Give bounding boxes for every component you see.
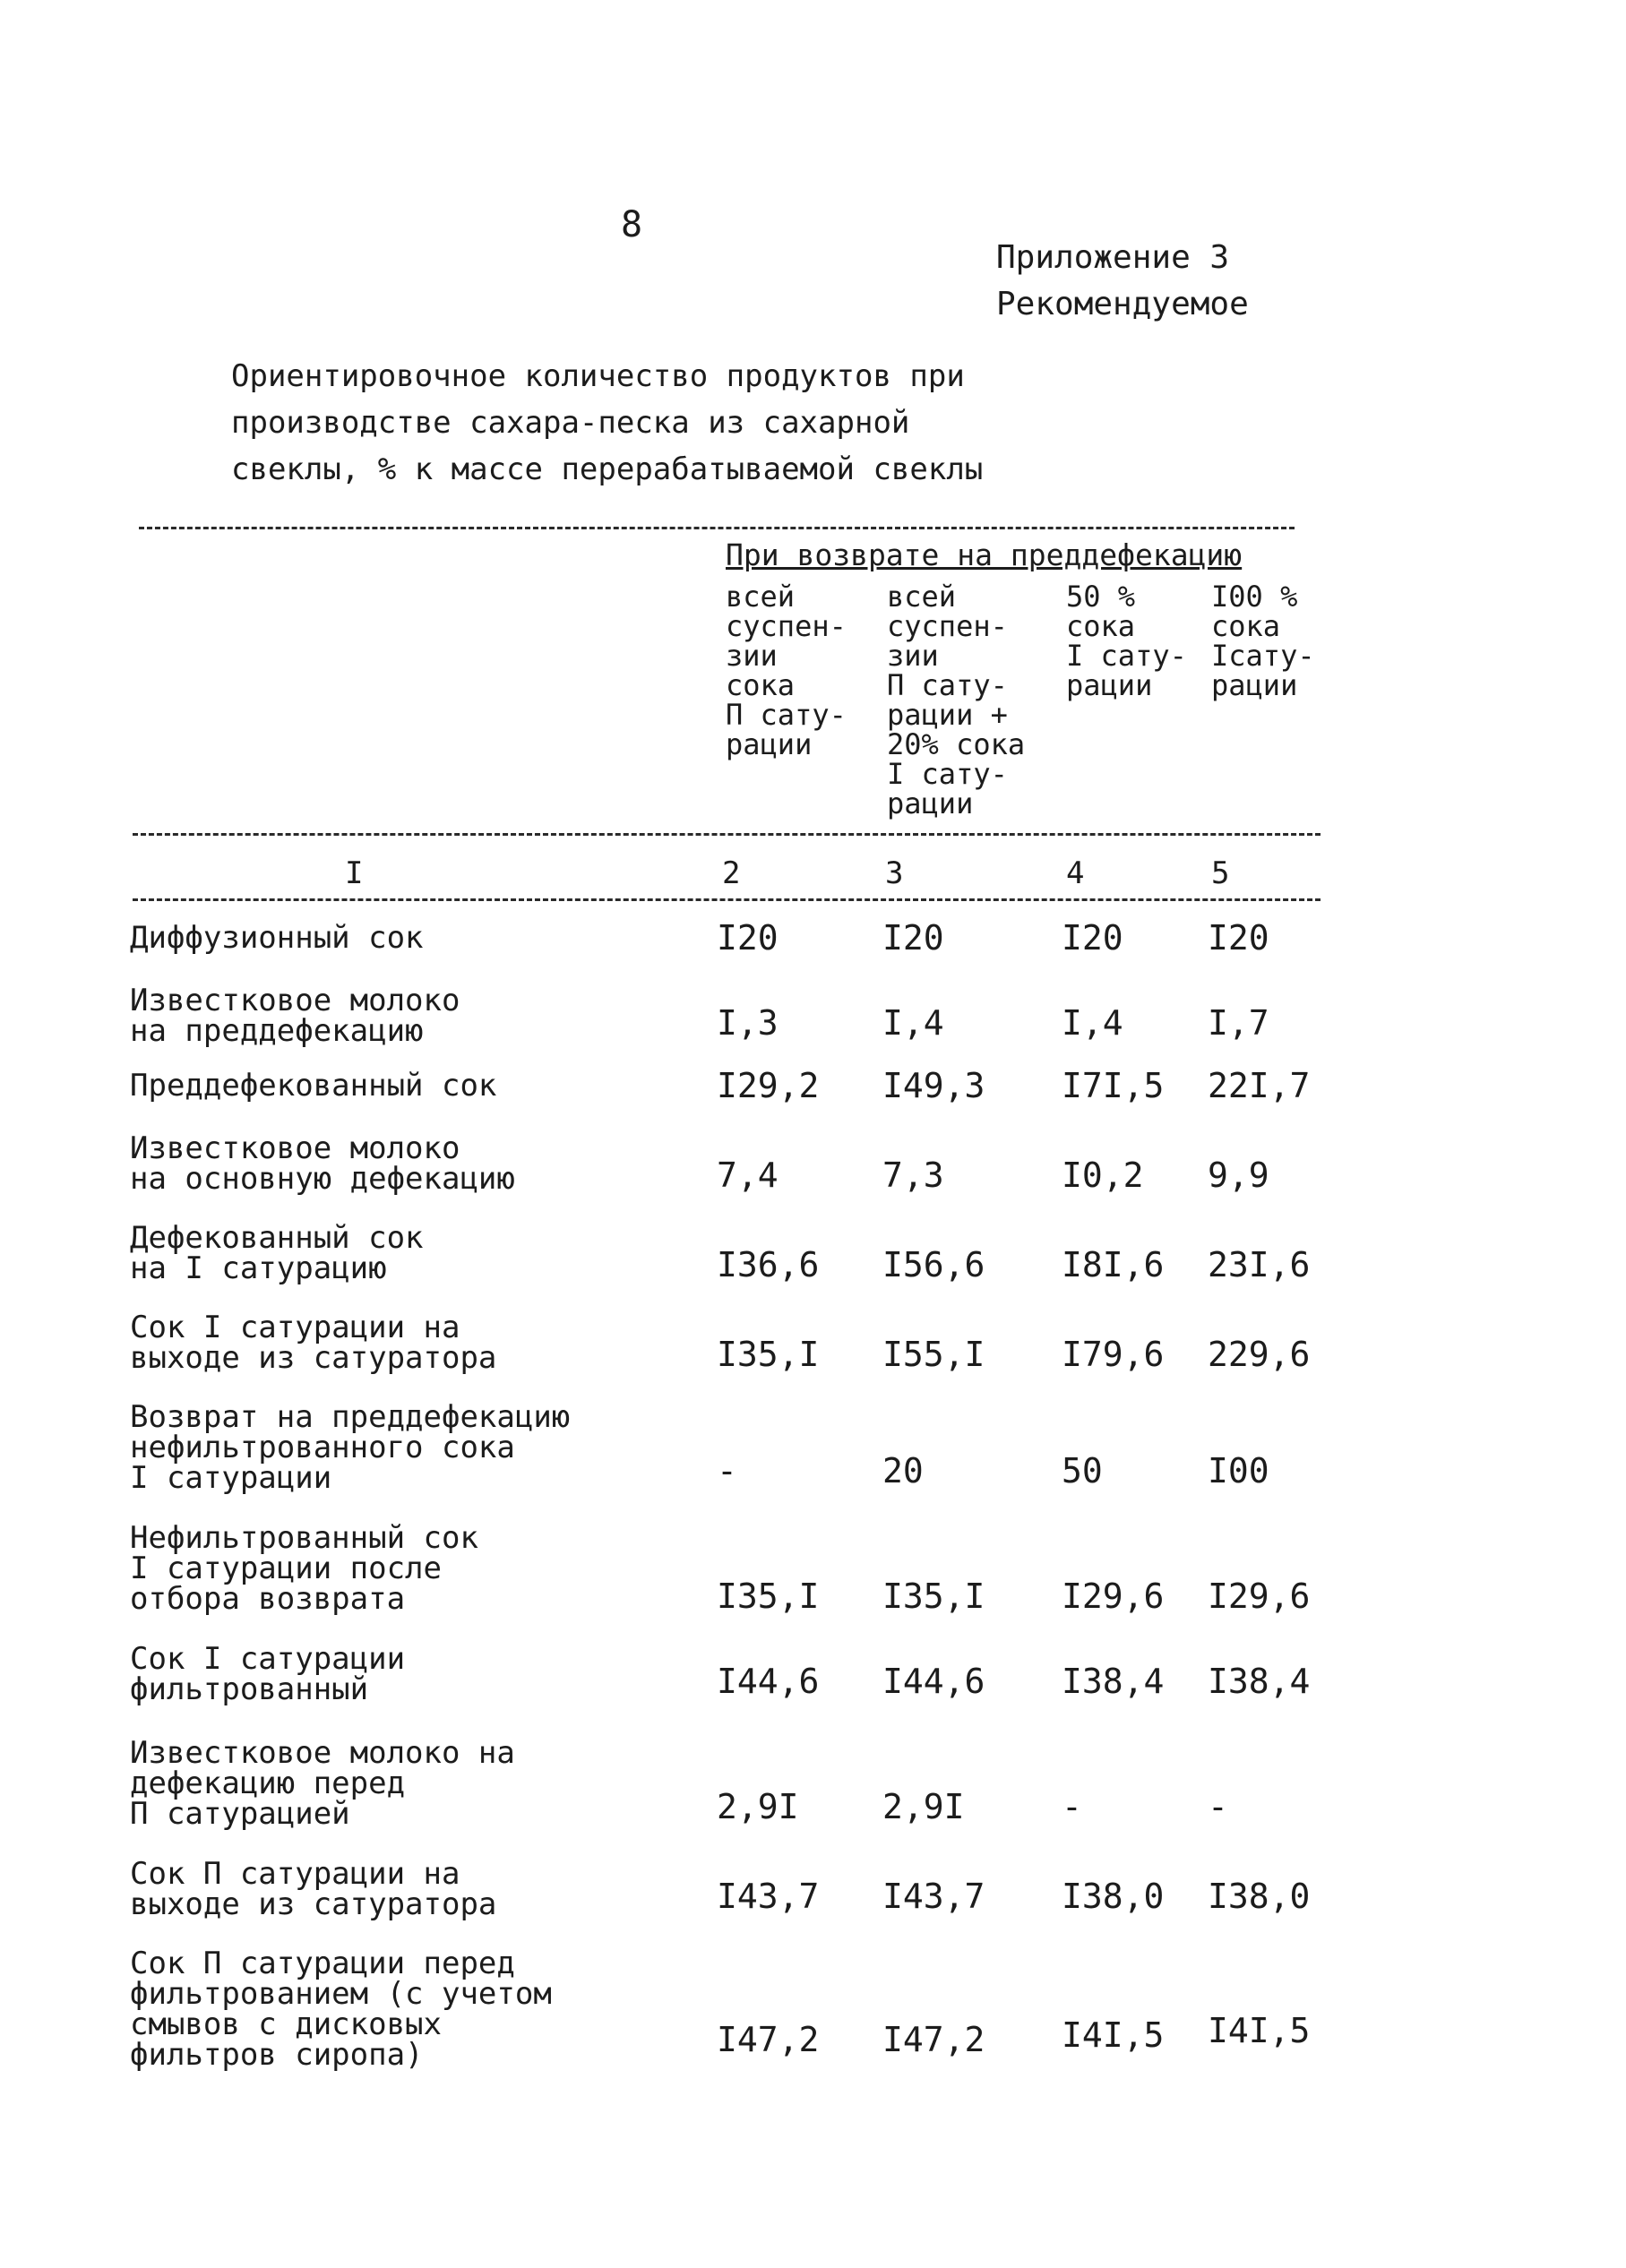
table-header-rule [133,833,1321,836]
table-row-label: Известковое молоко на дефекацию перед П сатурацией [130,1735,515,1832]
table-cell: 2,9I [882,1787,965,1826]
table-group-header: При возврате на преддефекацию [726,537,1243,572]
table-cell: 7,4 [717,1155,779,1195]
column-header-5: I00 % сока Iсату- рации [1211,580,1315,702]
table-cell: I47,2 [882,2020,985,2059]
table-cell: I4I,5 [1208,2011,1311,2050]
table-cell: I20 [1208,918,1269,958]
table-row-label: Нефильтрованный сок I сатурации после отбора возврата [130,1520,478,1617]
column-number-3: 3 [885,855,904,891]
title-line: производстве сахара-песка из сахарной [231,405,910,441]
column-header-3: всей суспен- зии П сату- рации + 20% сока I сату- рации [887,580,1026,820]
table-row-label: Сок П сатурации на выходе из сатуратора [130,1856,497,1922]
table-cell: I4I,5 [1062,2015,1165,2055]
table-cell: 20 [882,1451,924,1491]
table-cell: I29,6 [1062,1576,1165,1616]
appendix-block [996,235,1249,328]
table-cell: I7I,5 [1062,1066,1165,1105]
table-cell: 22I,7 [1208,1066,1311,1105]
document-title [231,353,983,493]
column-number-4: 4 [1066,855,1085,891]
table-cell: I0,2 [1062,1155,1144,1195]
column-number-2: 2 [722,855,741,891]
table-row-label: Сок П сатурации перед фильтрованием (с учетом смывов с дисковых фильтров сиропа) [130,1946,552,2073]
table-cell: I20 [1062,918,1123,958]
table-cell: I38,4 [1208,1662,1311,1701]
table-cell: I36,6 [717,1245,820,1284]
table-cell: I,7 [1208,1003,1269,1043]
table-cell: I20 [882,918,944,958]
table-cell: I47,2 [717,2020,820,2059]
table-cell: I,4 [882,1003,944,1043]
table-row-label: Сок I сатурации фильтрованный [130,1641,406,1707]
column-header-2: всей суспен- зии сока П сату- рации [726,580,847,761]
table-row-label: Преддефекованный сок [130,1068,497,1104]
table-row-label: Известковое молоко на преддефекацию [130,983,460,1049]
table-cell: I35,I [717,1335,820,1374]
table-cell: 2,9I [717,1787,799,1826]
table-cell: I55,I [882,1335,985,1374]
table-cell: - [1208,1787,1228,1826]
table-cell: - [717,1451,737,1491]
table-cell: 23I,6 [1208,1245,1311,1284]
table-cell: I38,0 [1208,1877,1311,1916]
table-cell: I20 [717,918,779,958]
table-cell: I79,6 [1062,1335,1165,1374]
table-cell: 229,6 [1208,1335,1311,1374]
table-cell: I8I,6 [1062,1245,1165,1284]
table-cell: I56,6 [882,1245,985,1284]
column-number-5: 5 [1211,855,1230,891]
table-cell: I35,I [882,1576,985,1616]
table-cell: I44,6 [717,1662,820,1701]
table-row-label: Известковое молоко на основную дефекацию [130,1130,515,1197]
table-cell: I29,2 [717,1066,820,1105]
table-cell: - [1062,1787,1082,1826]
table-row-label: Дефекованный сок на I сатурацию [130,1220,424,1286]
table-cell: I35,I [717,1576,820,1616]
table-top-rule [139,527,1295,529]
table-cell: I43,7 [882,1877,985,1916]
appendix-status: Рекомендуемое [996,286,1249,322]
table-row-label: Диффузионный сок [130,920,424,956]
table-row-label: Сок I сатурации на выходе из сатуратора [130,1310,497,1376]
column-header-4: 50 % сока I сату- рации [1066,580,1187,702]
column-number-rule [133,898,1321,901]
table-cell: I,3 [717,1003,779,1043]
table-cell: I38,0 [1062,1877,1165,1916]
page-number: 8 [621,204,643,245]
table-cell: 9,9 [1208,1155,1269,1195]
column-number-1: I [345,855,364,891]
table-cell: I29,6 [1208,1576,1311,1616]
title-line: Ориентировочное количество продуктов при [231,358,965,394]
table-cell: 7,3 [882,1155,944,1195]
table-cell: I49,3 [882,1066,985,1105]
table-cell: I43,7 [717,1877,820,1916]
appendix-label: Приложение 3 [996,239,1230,276]
table-cell: I,4 [1062,1003,1123,1043]
title-line: свеклы, % к массе перерабатываемой свеклы [231,451,984,487]
table-cell: I38,4 [1062,1662,1165,1701]
table-cell: I44,6 [882,1662,985,1701]
table-row-label: Возврат на преддефекацию нефильтрованного сока I сатурации [130,1399,571,1496]
table-cell: 50 [1062,1451,1103,1491]
table-cell: I00 [1208,1451,1269,1491]
